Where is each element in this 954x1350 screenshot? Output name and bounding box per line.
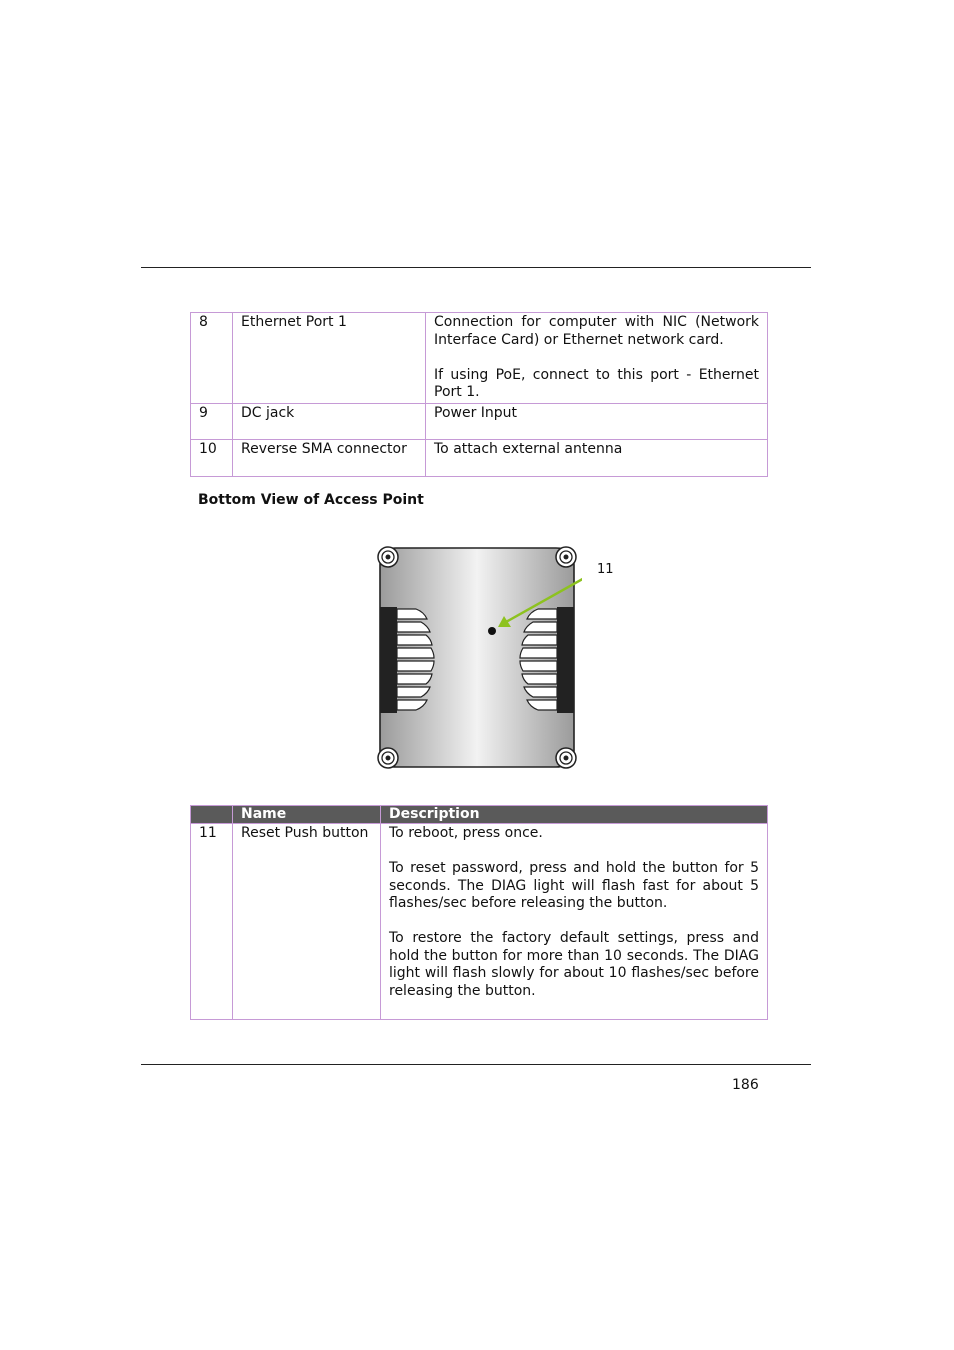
column-header-name: Name — [233, 806, 381, 824]
screw-hole-top-right — [556, 547, 576, 567]
screw-hole-top-left — [378, 547, 398, 567]
row-description — [426, 313, 768, 404]
row-number: 10 — [191, 439, 233, 476]
row-description — [426, 439, 768, 476]
table-header-row — [191, 806, 768, 824]
row-name: Ethernet Port 1 — [233, 313, 426, 404]
row-number: 11 — [191, 824, 233, 1020]
row-name: Reset Push button — [233, 824, 381, 1020]
screw-hole-bottom-right — [556, 748, 576, 768]
description-paragraph: Connection for computer with NIC (Network Interface Card) or Ethernet network card. — [434, 314, 759, 348]
footer-rule — [141, 1064, 811, 1065]
description-paragraph: To reboot, press once. — [389, 825, 543, 841]
description-paragraph: To reset password, press and hold the button for 5 seconds. The DIAG light will flash fast for about 5 flashes/sec before releasing the button. — [389, 860, 759, 911]
row-description — [426, 403, 768, 439]
column-header-number — [191, 806, 233, 824]
ports-table — [190, 312, 768, 477]
row-number: 8 — [191, 313, 233, 404]
column-header-description: Description — [381, 806, 768, 824]
description-paragraph: To attach external antenna — [434, 440, 623, 457]
callout-label: 11 — [597, 562, 614, 577]
reset-button-table — [190, 805, 768, 1020]
row-description — [381, 824, 768, 1020]
table-row — [191, 439, 768, 476]
screw-hole-bottom-left — [378, 748, 398, 768]
table-row — [191, 403, 768, 439]
header-rule — [141, 267, 811, 268]
description-paragraph: To restore the factory default settings, press and hold the button for more than 10 seconds. The DIAG light will flash slowly for about 10 flashes/sec before releasing the button. — [389, 930, 759, 999]
description-paragraph: If using PoE, connect to this port - Ethernet Port 1. — [434, 366, 759, 400]
description-paragraph: Power Input — [434, 404, 518, 421]
row-number: 9 — [191, 403, 233, 439]
table-row — [191, 313, 768, 404]
table-row — [191, 824, 768, 1020]
row-name: Reverse SMA connector — [233, 439, 426, 476]
access-point-bottom-diagram — [376, 543, 582, 773]
reset-button-hole — [488, 627, 496, 635]
section-heading: Bottom View of Access Point — [198, 492, 424, 508]
row-name: DC jack — [233, 403, 426, 439]
page-number: 186 — [732, 1077, 759, 1093]
